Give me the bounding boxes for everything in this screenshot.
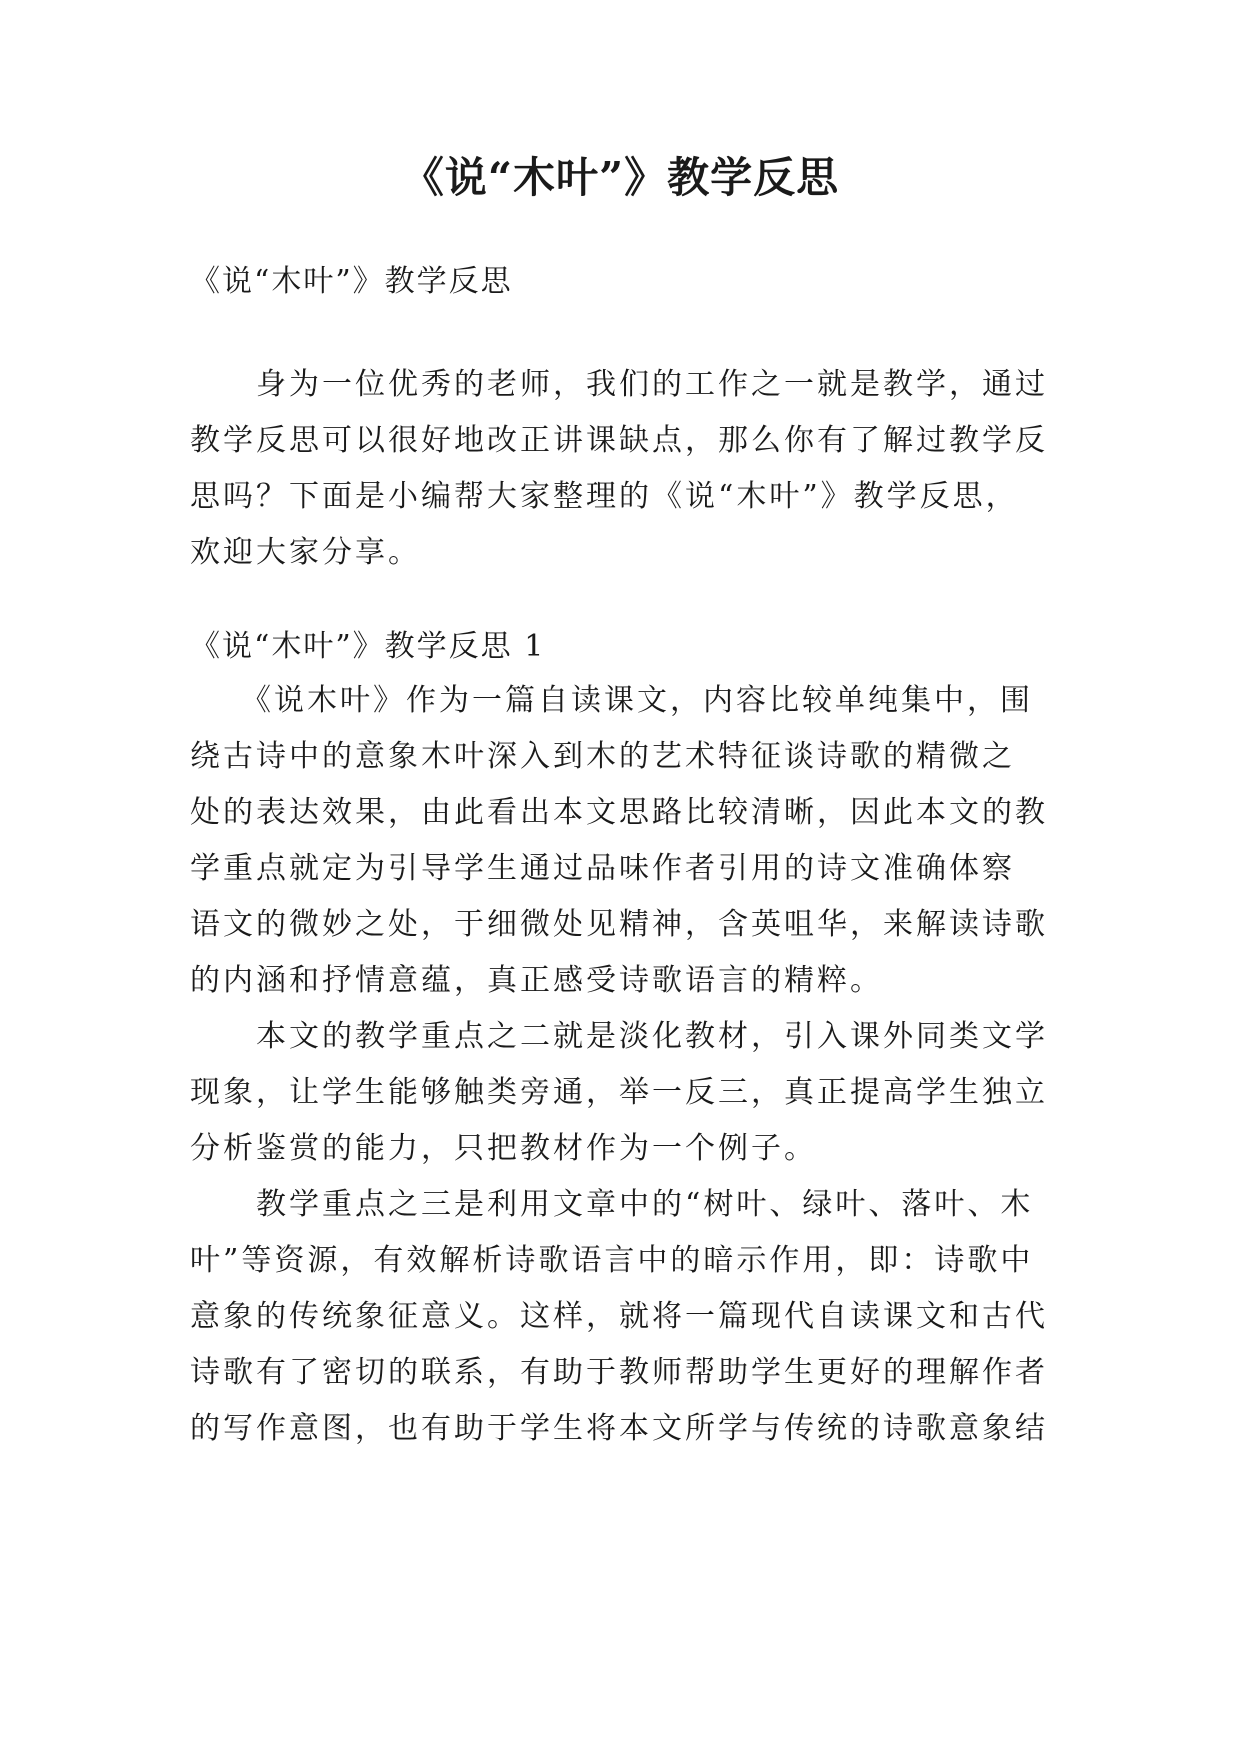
- body-line: 《说木叶》作为一篇自读课文，内容比较单纯集中，围: [190, 683, 1033, 718]
- body-line: 学重点就定为引导学生通过品味作者引用的诗文准确体察: [190, 851, 1015, 886]
- body-line: 教学重点之三是利用文章中的“树叶、绿叶、落叶、木: [190, 1187, 1034, 1222]
- body-line: 叶”等资源，有效解析诗歌语言中的暗示作用，即：诗歌中: [190, 1243, 1034, 1278]
- section-heading: 《说“木叶”》教学反思 1: [190, 629, 546, 664]
- intro-line: 欢迎大家分享。: [190, 535, 421, 570]
- intro-line: 身为一位优秀的老师，我们的工作之一就是教学，通过: [190, 367, 1048, 402]
- body-line: 的内涵和抒情意蕴，真正感受诗歌语言的精粹。: [190, 963, 883, 998]
- intro-line: 思吗？下面是小编帮大家整理的《说“木叶”》教学反思，: [190, 479, 1019, 514]
- body-line: 处的表达效果，由此看出本文思路比较清晰，因此本文的教: [190, 795, 1048, 830]
- body-line: 分析鉴赏的能力，只把教材作为一个例子。: [190, 1131, 817, 1166]
- body-line: 绕古诗中的意象木叶深入到木的艺术特征谈诗歌的精微之: [190, 739, 1015, 774]
- document-subtitle: 《说“木叶”》教学反思: [190, 264, 513, 299]
- body-line: 意象的传统象征意义。这样，就将一篇现代自读课文和古代: [190, 1299, 1048, 1334]
- intro-line: 教学反思可以很好地改正讲课缺点，那么你有了解过教学反: [190, 423, 1048, 458]
- body-line: 语文的微妙之处，于细微处见精神，含英咀华，来解读诗歌: [190, 907, 1048, 942]
- body-line: 现象，让学生能够触类旁通，举一反三，真正提高学生独立: [190, 1075, 1048, 1110]
- body-line: 的写作意图，也有助于学生将本文所学与传统的诗歌意象结: [190, 1411, 1048, 1446]
- body-line: 诗歌有了密切的联系，有助于教师帮助学生更好的理解作者: [190, 1355, 1048, 1390]
- body-line: 本文的教学重点之二就是淡化教材，引入课外同类文学: [190, 1019, 1048, 1054]
- document-title: 《说“木叶”》教学反思: [401, 153, 840, 202]
